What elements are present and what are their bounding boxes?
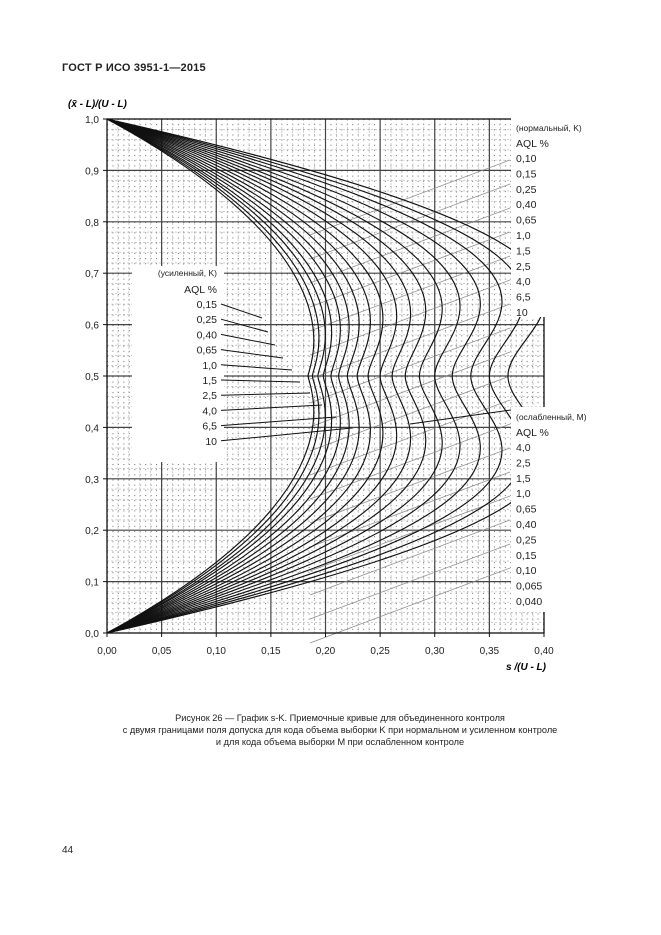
figure-caption-line-3: и для кода объема выборки M при ослабленном контроле (215, 737, 465, 747)
y-tick-label: 0,8 (85, 217, 99, 229)
y-tick-label: 0,0 (85, 629, 99, 640)
x-axis-label: s /(U - L) (506, 662, 546, 673)
x-tick-label: 0,35 (479, 646, 500, 657)
reduced-aql-value: 4,0 (516, 442, 531, 454)
normal-aql-value: 0,10 (516, 153, 537, 165)
tightened-aql-value: 1,0 (202, 359, 217, 372)
x-tick-label: 0,30 (425, 646, 445, 657)
document-header: ГОСТ Р ИСО 3951-1—2015 (62, 62, 206, 74)
reduced-aql-value: 0,065 (516, 580, 543, 593)
y-tick-label: 0,3 (85, 474, 99, 486)
normal-aql-value: 4,0 (516, 276, 531, 289)
reduced-aql-value: 0,25 (516, 534, 537, 547)
tightened-aql-value: 2,5 (202, 390, 217, 403)
x-tick-label: 0,25 (370, 646, 390, 657)
x-tick-label: 0,10 (206, 646, 226, 657)
normal-aql-label: AQL % (516, 138, 549, 150)
tightened-aql-value: 1,5 (202, 375, 217, 387)
reduced-aql-value: 1,5 (516, 472, 531, 485)
x-tick-label: 0,20 (315, 646, 336, 657)
normal-aql-value: 1,0 (516, 230, 531, 242)
y-tick-label: 0,7 (85, 269, 99, 281)
figure-caption-line-1: Рисунок 26 — График s-K. Приемочные кривые для объединенного контроля (175, 713, 505, 723)
x-tick-label: 0,05 (151, 646, 172, 657)
reduced-aql-value: 0,15 (516, 549, 537, 562)
y-tick-label: 0,9 (85, 166, 99, 178)
reduced-aql-value: 2,5 (516, 457, 531, 470)
y-tick-label: 0,2 (85, 526, 99, 538)
tightened-aql-value: 0,65 (196, 344, 217, 357)
tightened-aql-value: 0,40 (196, 329, 217, 342)
y-tick-label: 0,6 (85, 320, 99, 332)
reduced-aql-label: AQL % (516, 427, 549, 439)
x-tick-label: 0,15 (261, 646, 281, 657)
x-tick-label: 0,00 (97, 646, 117, 657)
tightened-aql-label: AQL % (184, 284, 217, 296)
normal-aql-value: 10 (516, 307, 528, 319)
reduced-aql-value: 0,040 (516, 596, 543, 608)
tightened-aql-value: 0,25 (196, 314, 217, 327)
normal-aql-value: 1,5 (516, 245, 531, 258)
reduced-aql-value: 0,65 (516, 503, 537, 516)
figure-caption-line-2: с двумя границами поля допуска для кода объема выборки K при нормальном и усиленном контроле (122, 725, 558, 735)
y-tick-label: 1,0 (85, 115, 99, 126)
normal-aql-value: 2,5 (516, 260, 531, 273)
tightened-aql-value: 0,15 (196, 299, 217, 311)
normal-aql-value: 0,40 (516, 199, 537, 212)
reduced-aql-value: 1,0 (516, 488, 531, 501)
y-tick-label: 0,5 (85, 372, 99, 383)
tightened-group-header: (усиленный, K) (157, 268, 217, 278)
x-tick-label: 0,40 (534, 646, 554, 657)
tightened-aql-value: 4,0 (202, 405, 217, 418)
normal-aql-value: 0,65 (516, 214, 537, 227)
tightened-aql-value: 6,5 (202, 420, 217, 433)
normal-group-header: (нормальный, K) (516, 123, 582, 133)
normal-aql-value: 6,5 (516, 291, 531, 304)
reduced-aql-value: 0,10 (516, 565, 537, 578)
normal-aql-value: 0,25 (516, 183, 537, 196)
reduced-group-header: (ослабленный, M) (516, 412, 587, 422)
y-tick-label: 0,1 (85, 577, 99, 589)
y-axis-label: (x̄ - L)/(U - L) (68, 99, 127, 110)
page-number: 44 (62, 845, 74, 856)
tightened-aql-value: 10 (205, 435, 217, 448)
y-tick-label: 0,4 (85, 423, 99, 435)
reduced-aql-value: 0,40 (516, 519, 537, 531)
normal-aql-value: 0,15 (516, 168, 537, 181)
